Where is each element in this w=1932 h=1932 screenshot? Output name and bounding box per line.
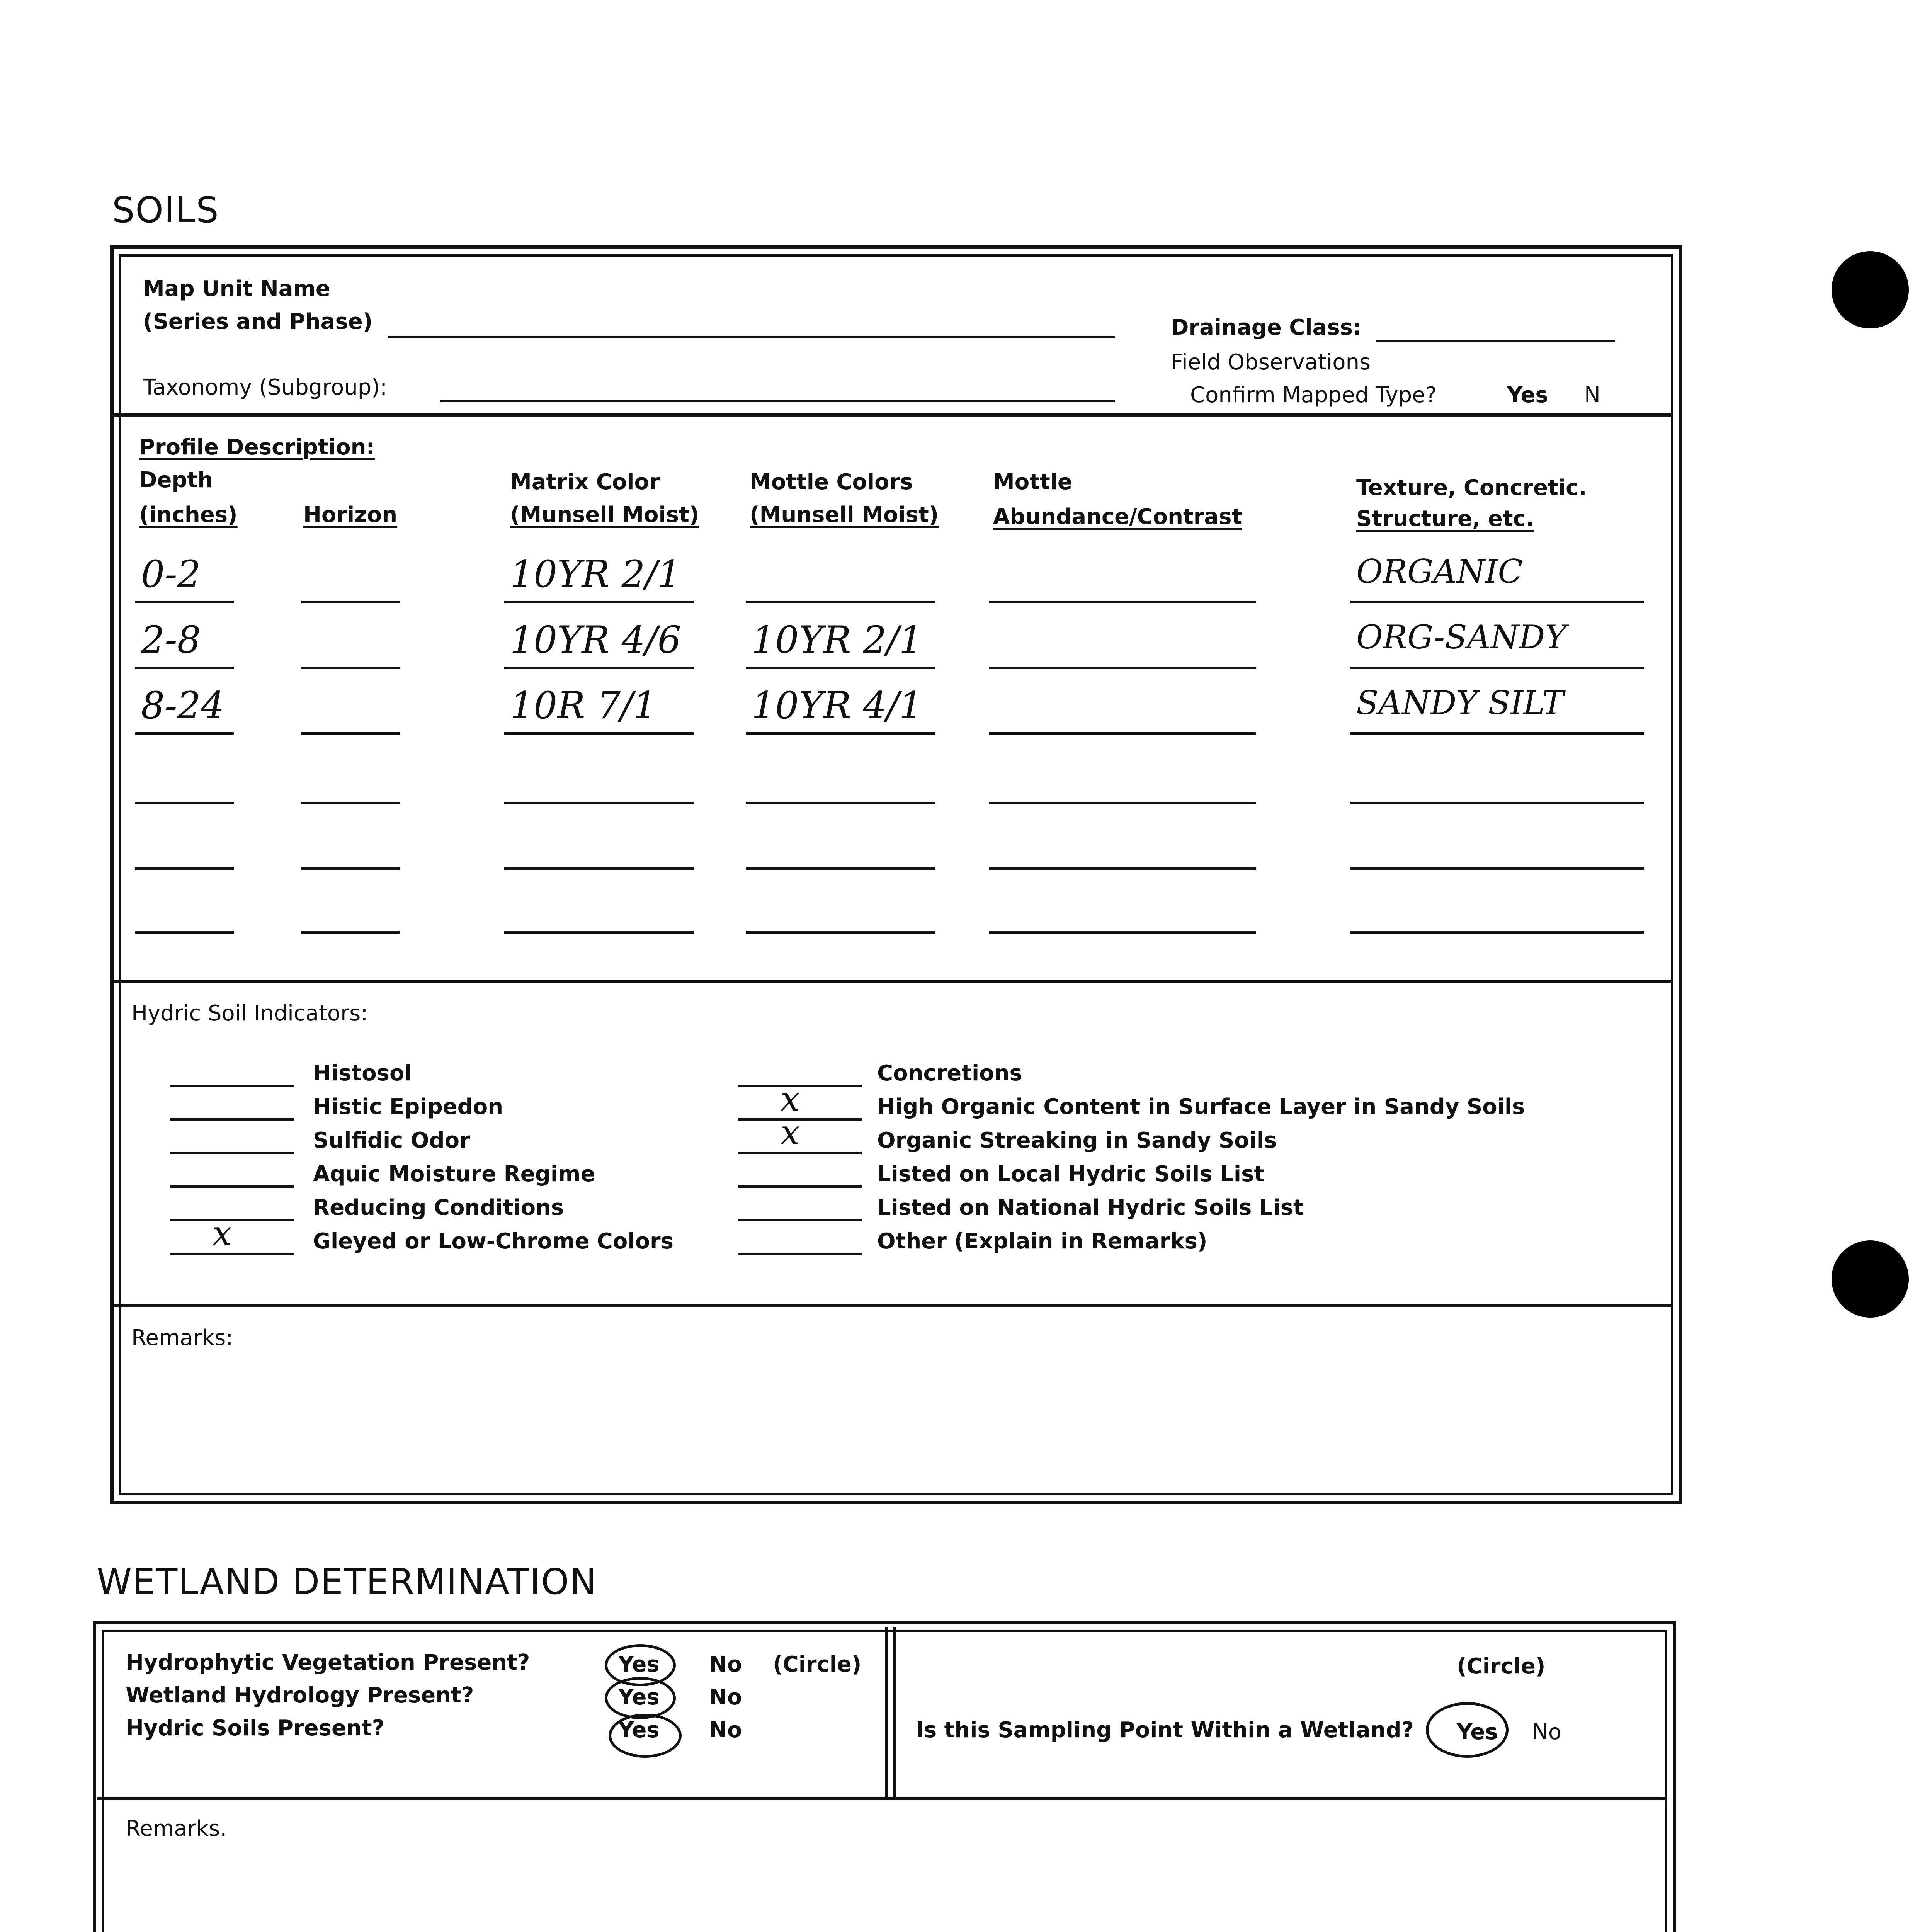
texture-cell-line[interactable]: [1350, 931, 1644, 934]
horizon-cell-line[interactable]: [301, 802, 400, 804]
depth-cell: 0-2: [141, 553, 201, 596]
indicator-right-checkbox-line[interactable]: [738, 1085, 862, 1087]
soils-indicators-divider: [114, 1304, 1671, 1307]
matrix-color-cell-line[interactable]: [504, 601, 694, 603]
q1-yes-option[interactable]: Yes: [618, 1652, 660, 1677]
mottle-abundance-header: Abundance/Contrast: [993, 504, 1242, 529]
indicator-right-label: Other (Explain in Remarks): [877, 1229, 1208, 1254]
sampling-yes-circle: [1426, 1702, 1509, 1758]
texture-cell-line[interactable]: [1350, 667, 1644, 669]
texture-cell-line[interactable]: [1350, 867, 1644, 870]
indicator-left-label: Histic Epipedon: [313, 1094, 503, 1119]
q3-yes-circle: [609, 1714, 682, 1758]
depth-cell: 2-8: [141, 618, 201, 662]
sampling-yes-option[interactable]: Yes: [1457, 1719, 1498, 1745]
wetland-remarks-label: Remarks.: [126, 1816, 227, 1841]
wetland-section-title: WETLAND DETERMINATION: [97, 1561, 597, 1602]
indicator-right-checkbox-line[interactable]: [738, 1185, 862, 1188]
mottle-abundance-cell-line[interactable]: [989, 867, 1256, 870]
confirm-no-option[interactable]: N: [1584, 383, 1600, 408]
indicator-left-checkbox-line[interactable]: [170, 1219, 294, 1221]
indicator-left-checkbox-line[interactable]: [170, 1118, 294, 1121]
mottle-colors-cell-line[interactable]: [746, 931, 935, 934]
mottle-colors-header: Mottle Colors: [750, 469, 913, 495]
wetland-horizontal-divider: [97, 1797, 1665, 1800]
soils-section-title: SOILS: [112, 189, 219, 231]
indicator-right-checkbox-line[interactable]: [738, 1152, 862, 1154]
taxonomy-field[interactable]: [440, 400, 1115, 402]
wetland-hydrology-question: Wetland Hydrology Present?: [126, 1683, 474, 1708]
mottle-colors-cell-line[interactable]: [746, 732, 935, 735]
wetland-vertical-divider-2: [893, 1627, 896, 1797]
hydric-soils-question: Hydric Soils Present?: [126, 1716, 385, 1741]
matrix-color-header: Matrix Color: [510, 469, 660, 495]
soils-remarks-area[interactable]: [131, 1356, 1662, 1480]
hydric-indicators-title: Hydric Soil Indicators:: [131, 1001, 368, 1026]
indicator-left-checkbox-line[interactable]: [170, 1085, 294, 1087]
hydrophytic-vegetation-question: Hydrophytic Vegetation Present?: [126, 1650, 530, 1675]
mottle-colors-cell-line[interactable]: [746, 601, 935, 603]
wetland-vertical-divider: [885, 1627, 888, 1797]
indicator-left-checkbox-line[interactable]: [170, 1185, 294, 1188]
indicator-right-label: High Organic Content in Surface Layer in Sandy Soils: [877, 1094, 1525, 1119]
indicator-right-checkbox-line[interactable]: [738, 1219, 862, 1221]
soils-frame: [110, 245, 1682, 1504]
punch-hole-top: [1832, 251, 1909, 328]
indicator-left-check-mark: x: [213, 1213, 232, 1253]
matrix-color-sub-header: (Munsell Moist): [510, 502, 699, 527]
matrix-color-cell: 10R 7/1: [510, 684, 657, 727]
matrix-color-cell-line[interactable]: [504, 732, 694, 735]
confirm-mapped-label: Confirm Mapped Type?: [1190, 383, 1437, 408]
horizon-cell-line[interactable]: [301, 601, 400, 603]
indicator-left-label: Sulfidic Odor: [313, 1128, 470, 1153]
q2-no-option[interactable]: No: [709, 1685, 742, 1710]
indicator-right-label: Listed on National Hydric Soils List: [877, 1195, 1304, 1220]
q2-yes-option[interactable]: Yes: [618, 1685, 660, 1710]
q3-no-option[interactable]: No: [709, 1718, 742, 1743]
matrix-color-cell-line[interactable]: [504, 667, 694, 669]
drainage-class-label: Drainage Class:: [1171, 315, 1362, 340]
texture-header: Texture, Concretic.: [1356, 475, 1587, 500]
matrix-color-cell-line[interactable]: [504, 867, 694, 870]
indicator-right-check-mark: x: [781, 1079, 800, 1119]
texture-cell: ORG-SANDY: [1356, 618, 1566, 656]
mottle-abundance-cell-line[interactable]: [989, 802, 1256, 804]
horizon-cell-line[interactable]: [301, 732, 400, 735]
soils-header-divider: [114, 413, 1671, 417]
depth-cell-line[interactable]: [135, 732, 234, 735]
circle-instruction-left: (Circle): [773, 1652, 862, 1677]
depth-cell-line[interactable]: [135, 601, 234, 603]
taxonomy-label: Taxonomy (Subgroup):: [143, 375, 387, 400]
indicator-left-label: Aquic Moisture Regime: [313, 1162, 595, 1187]
indicator-left-label: Reducing Conditions: [313, 1195, 564, 1220]
texture-cell-line[interactable]: [1350, 601, 1644, 603]
texture-cell-line[interactable]: [1350, 802, 1644, 804]
profile-description-label: Profile Description:: [139, 435, 375, 460]
mottle-abundance-cell-line[interactable]: [989, 667, 1256, 669]
mottle-abundance-cell-line[interactable]: [989, 732, 1256, 735]
q2-yes-circle: [605, 1677, 676, 1719]
map-unit-name-label: Map Unit Name: [143, 276, 330, 301]
soils-profile-divider: [114, 980, 1671, 983]
texture-sub-header: Structure, etc.: [1356, 506, 1534, 531]
indicator-right-checkbox-line[interactable]: [738, 1118, 862, 1121]
soils-remarks-label: Remarks:: [131, 1325, 233, 1350]
mottle-colors-cell: 10YR 2/1: [752, 618, 923, 662]
field-observations-label: Field Observations: [1171, 350, 1371, 375]
horizon-cell-line[interactable]: [301, 667, 400, 669]
matrix-color-cell: 10YR 4/6: [510, 618, 681, 662]
circle-instruction-right: (Circle): [1457, 1654, 1546, 1679]
matrix-color-cell-line[interactable]: [504, 931, 694, 934]
horizon-cell-line[interactable]: [301, 867, 400, 870]
depth-cell-line[interactable]: [135, 802, 234, 804]
drainage-class-field[interactable]: [1376, 340, 1615, 342]
horizon-cell-line[interactable]: [301, 931, 400, 934]
map-unit-name-field[interactable]: [388, 336, 1115, 338]
mottle-colors-cell: 10YR 4/1: [752, 684, 923, 727]
indicator-right-label: Listed on Local Hydric Soils List: [877, 1162, 1265, 1187]
depth-unit-header: (inches): [139, 502, 238, 527]
matrix-color-cell-line[interactable]: [504, 802, 694, 804]
punch-hole-middle: [1832, 1240, 1909, 1318]
sampling-point-question: Is this Sampling Point Within a Wetland?: [916, 1718, 1414, 1743]
q1-no-option[interactable]: No: [709, 1652, 742, 1677]
indicator-right-check-mark: x: [781, 1112, 800, 1152]
sampling-no-option[interactable]: No: [1532, 1719, 1562, 1745]
depth-cell-line[interactable]: [135, 931, 234, 934]
texture-cell-line[interactable]: [1350, 732, 1644, 735]
indicator-left-checkbox-line[interactable]: [170, 1253, 294, 1255]
depth-cell-line[interactable]: [135, 667, 234, 669]
texture-cell: SANDY SILT: [1356, 684, 1564, 722]
depth-cell: 8-24: [141, 684, 224, 727]
wetland-remarks-area[interactable]: [126, 1851, 1656, 1932]
depth-cell-line[interactable]: [135, 867, 234, 870]
matrix-color-cell: 10YR 2/1: [510, 553, 681, 596]
indicator-left-checkbox-line[interactable]: [170, 1152, 294, 1154]
mottle-header: Mottle: [993, 469, 1072, 495]
q3-yes-option[interactable]: Yes: [618, 1718, 660, 1743]
mottle-colors-cell-line[interactable]: [746, 867, 935, 870]
texture-cell: ORGANIC: [1356, 553, 1523, 590]
mottle-colors-cell-line[interactable]: [746, 802, 935, 804]
mottle-abundance-cell-line[interactable]: [989, 931, 1256, 934]
series-phase-label: (Series and Phase): [143, 309, 373, 334]
mottle-colors-cell-line[interactable]: [746, 667, 935, 669]
indicator-right-label: Organic Streaking in Sandy Soils: [877, 1128, 1277, 1153]
indicator-left-label: Histosol: [313, 1061, 412, 1086]
confirm-yes-option[interactable]: Yes: [1507, 383, 1548, 408]
mottle-colors-sub-header: (Munsell Moist): [750, 502, 939, 527]
mottle-abundance-cell-line[interactable]: [989, 601, 1256, 603]
indicator-right-label: Concretions: [877, 1061, 1022, 1086]
indicator-right-checkbox-line[interactable]: [738, 1253, 862, 1255]
horizon-header: Horizon: [303, 502, 398, 527]
indicator-left-label: Gleyed or Low-Chrome Colors: [313, 1229, 673, 1254]
depth-header: Depth: [139, 468, 213, 493]
